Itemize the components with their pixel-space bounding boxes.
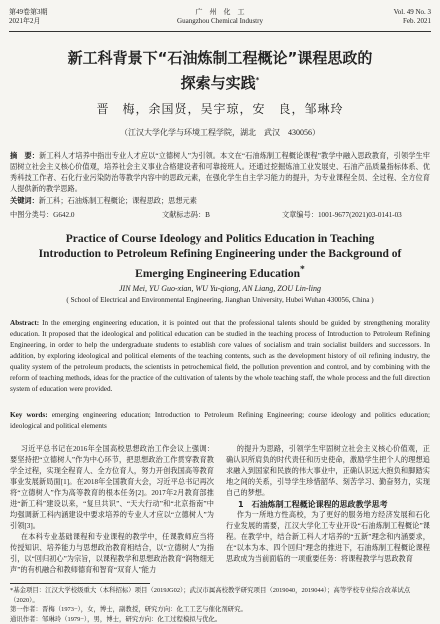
keywords-en-text: emerging engineering education; Introduction to Petroleum Refining Engineering; course ideology and politics education; ideological and political elements — [10, 411, 430, 430]
keywords-cn-text: 新工科；石油炼制工程概论；课程思政；思想元素 — [39, 197, 197, 205]
footnote-corresponding-author: 通讯作者：邹琳玲（1979−），男，博士，研究方向：化工过程模拟与优化。 — [10, 615, 430, 624]
document-code: 文献标志码：B — [162, 210, 210, 220]
keywords-en — [10, 410, 430, 432]
title-cn-line2: 探索与实践 — [181, 74, 256, 92]
title-en-fund-mark: * — [300, 264, 305, 275]
title-en-line1: Practice of Course Ideology and Politics Education in Teaching — [20, 232, 420, 247]
affiliation-cn: （江汉大学化学与环境工程学院，湖北 武汉 430056） — [0, 127, 440, 138]
body-paragraph: 在本科专业基础课程和专业课程的教学中，任课教师应当将传授知识、培养能力与思想政治教育相结合，以“立德树人”为指引，以“回归初心”为宗旨，以课程教学和思想政治教育“润物细无声”的有机融合和教师德育和智育“双育人”能力 — [10, 532, 214, 576]
keywords-cn-label: 关键词： — [10, 197, 39, 205]
abstract-cn-text: 新工科人才培养中指出专业人才应以“立德树人”为引领。本文在“石油炼制工程概论课程”教学中融入思政教育，引领学生牢固树立社会主义核心价值观，培养社会主义事业合格建设者和可靠接班人。还通过挖掘炼油工业发展史、石油产品质量指标体系、优秀科技工作者、石化行业污染防治等教学内容中的思政元素，在强化学生自主学习能力的提升，为专业课程全员、全过程、全方位育人提供新的教学思路。 — [10, 152, 430, 193]
body-column-right — [226, 444, 430, 565]
header-volume: 第49卷第3期 — [9, 8, 48, 17]
abstract-en-text: In the emerging engineering education, it is pointed out that the professional talents should be guided by strengthening morality education. It proposed that the ideological and political education can be studied in the teaching process of Introduction to Petroleum Refining Engineering, in order to help the undergraduate students to establish core values of socialism and train socialist builders and successors. In addition, by exploring ideological and political elements of the teaching contents, such as the development history of oil refining industry, the quality system of the petroleum products, the scientists in petrochemical field, the pollution prevention and control, and by combining with the reform of teaching methods, ideas for the practice of the cultivation of talents by the whole teaching staff, the whole process and the full direction system of education were provided. — [10, 319, 430, 393]
title-cn-fund-mark: * — [256, 76, 260, 84]
keywords-en-label: Key words: — [10, 411, 48, 419]
authors-cn: 晋 梅，余国贤，吴宇琼，安 良，邹琳玲 — [0, 100, 440, 117]
body-paragraph: 作为一所地方性高校，为了更好的服务地方经济发展和石化行业发展的需要，江汉大学化工专业开设“石油炼制工程概论”课程。在教学中，结合新工科人才培养的“五新”理念和内涵要求，在“以本为本、四个回归”理念的推进下，石油炼制工程概论课程思政成为当前面临的一项重要任务：将课程教学与思政教育 — [226, 510, 430, 565]
body-paragraph: 的提升为思路，引领学生牢固树立社会主义核心价值观，正确认识所肩负的时代责任和历史使命，激励学生把个人的理想追求融入到国家和民族的伟大事业中，正确认识远大抱负和脚踏实地之间的关系，引导学生珍惜韶华、刻苦学习、勤奋努力，实现自己的梦想。 — [226, 444, 430, 499]
title-en-line3-wrap — [20, 262, 420, 282]
section-heading: 1 石油炼制工程概论课程的思政教学思考 — [226, 499, 430, 510]
header-date: 2021年2月 — [9, 17, 48, 26]
abstract-cn — [10, 150, 430, 195]
footnote-fund: *基金项目：江汉大学校级重大（本科招标）项目（2019JG02）；武汉市属高校教学研究项目（2019040，2019044）；高等学校专业综合改革试点（2020）。 — [10, 586, 430, 605]
footnote-first-author: 第一作者：晋梅（1973−），女，博士，副教授，研究方向：化工工艺与催化剂研究。 — [10, 605, 430, 615]
abstract-cn-label: 摘 要： — [10, 151, 39, 160]
footnotes — [10, 586, 430, 624]
body-column-left — [10, 444, 214, 576]
title-en-line3: Emerging Engineering Education — [135, 268, 300, 280]
running-header — [9, 8, 431, 32]
title-cn-line2-wrap — [18, 69, 422, 94]
footnote-rule — [10, 583, 150, 584]
clc-number: 中图分类号：G642.0 — [10, 210, 75, 220]
abstract-en-label: Abstract: — [10, 319, 39, 327]
article-number: 文章编号：1001-9677(2021)03-0141-03 — [282, 210, 402, 220]
header-volume-en — [394, 8, 431, 26]
header-vol-no: Vol. 49 No. 3 — [394, 8, 431, 17]
header-rule — [9, 31, 431, 32]
title-en-line2: Introduction to Petroleum Refining Engineering under the Background of — [20, 247, 420, 262]
header-journal — [9, 8, 431, 26]
header-journal-cn: 广 州 化 工 — [9, 8, 431, 17]
body-paragraph: 习近平总书记在2016年全国高校思想政治工作会议上强调：要坚持把“立德树人”作为中心环节，把思想政治工作贯穿教育教学全过程，实现全程育人、全方位育人，努力开创我国高等教育事业发展新局面[1]。在2018年全国教育大会，习近平总书记再次将“立德树人”作为高等教育的根本任务[2]。2017年2月教育部推进“新工科”建设以来，“复旦共识”、“天大行动”和“北京指南”中均强调新工科内涵建设中要求培养的专业人才应以“立德树人”为引领[3]。 — [10, 444, 214, 532]
header-journal-en: Guangzhou Chemical Industry — [9, 17, 431, 26]
affiliation-en: ( School of Electrical and Environmental Engineering, Jianghan University, Hubei Wuhan 430056, China ) — [10, 296, 430, 304]
article-title-en — [20, 232, 420, 282]
title-cn-line1: 新工科背景下“石油炼制工程概论”课程思政的 — [18, 47, 422, 69]
keywords-cn — [10, 196, 430, 206]
authors-en: JIN Mei, YU Guo-xian, WU Yu-qiong, AN Liang, ZOU Lin-ling — [0, 284, 440, 293]
article-title-cn — [18, 47, 422, 94]
abstract-en — [10, 318, 430, 395]
header-month: Feb. 2021 — [394, 17, 431, 26]
